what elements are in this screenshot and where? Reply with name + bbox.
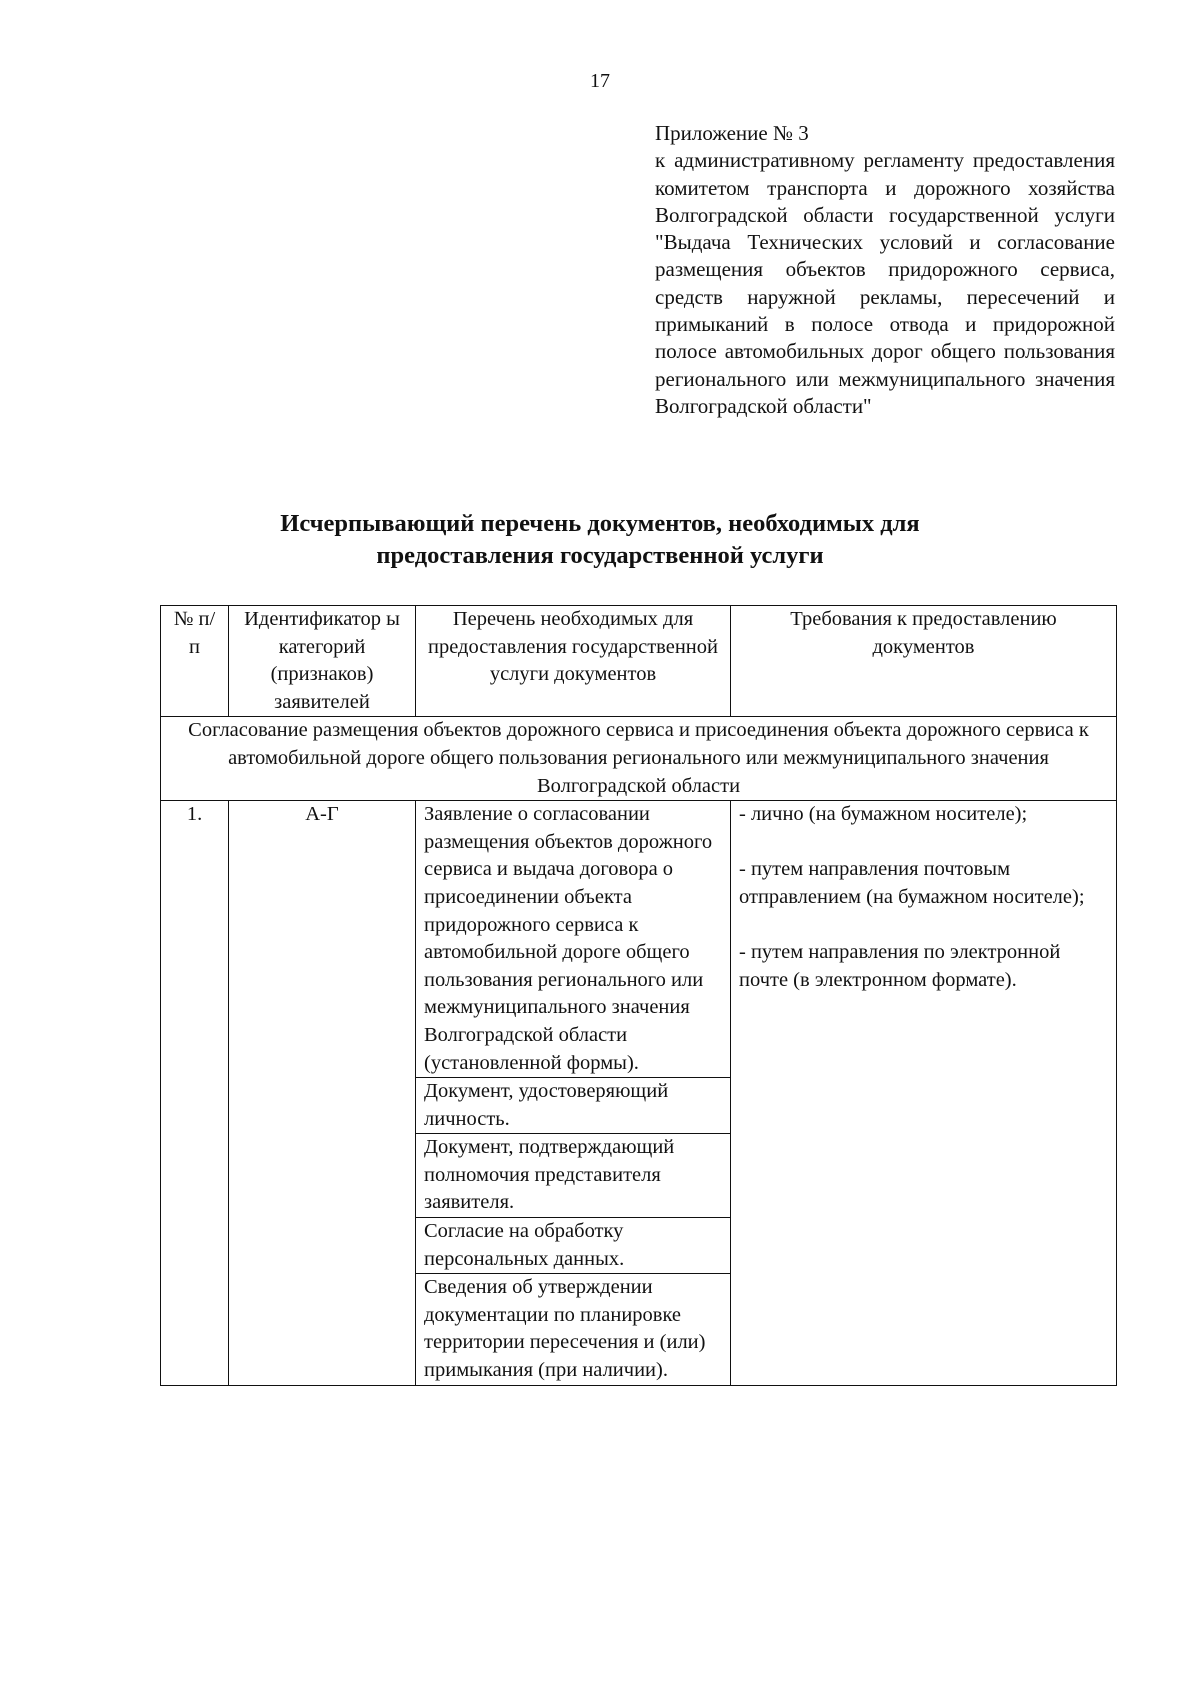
appendix-title: Приложение № 3 bbox=[655, 121, 809, 145]
document-item: Документ, удостоверяющий личность. bbox=[416, 1078, 731, 1134]
header-documents: Перечень необходимых для предоставления государственной услуги документов bbox=[416, 606, 731, 717]
header-requirements: Требования к предоставлению документов bbox=[731, 606, 1117, 717]
page-number: 17 bbox=[590, 70, 610, 92]
document-item: Заявление о согласовании размещения объектов дорожного сервиса и выдача договора о присоединении объекта придорожного сервиса к автомобильной дороге общего пользования регионального или межмуниципального значения Волгоградской области (установленной формы). bbox=[416, 801, 731, 1078]
requirement-spacer bbox=[739, 829, 1108, 857]
documents-table bbox=[160, 605, 1117, 1386]
header-number: № п/п bbox=[161, 606, 229, 717]
appendix-note bbox=[655, 120, 1115, 420]
row-category: А-Г bbox=[229, 801, 416, 1385]
table-row bbox=[161, 801, 1117, 1078]
document-title-line-2: предоставления государственной услуги bbox=[376, 542, 824, 569]
section-row bbox=[161, 717, 1117, 801]
table-header-row bbox=[161, 606, 1117, 717]
requirements-cell bbox=[731, 801, 1117, 1385]
appendix-body: к административному регламенту предоставления комитетом транспорта и дорожного хозяйства Волгоградской области государственной услуги "Выдача Технических условий и согласование размещения объектов придорожного сервиса, средств наружной рекламы, пересечений и примыканий в полосе отвода и придорожной полосе автомобильных дорог общего пользования регионального или межмуниципального значения Волгоградской области" bbox=[655, 148, 1115, 418]
document-item: Документ, подтверждающий полномочия представителя заявителя. bbox=[416, 1134, 731, 1218]
requirement-spacer bbox=[739, 912, 1108, 940]
header-category: Идентификатор ы категорий (признаков) заявителей bbox=[229, 606, 416, 717]
requirement-item: - путем направления почтовым отправлением (на бумажном носителе); bbox=[739, 858, 1085, 908]
document-title bbox=[230, 508, 970, 572]
requirement-item: - путем направления по электронной почте (в электронном формате). bbox=[739, 941, 1061, 991]
document-item: Сведения об утверждении документации по планировке территории пересечения и (или) примыкания (при наличии). bbox=[416, 1274, 731, 1385]
document-title-line-1: Исчерпывающий перечень документов, необходимых для bbox=[280, 510, 920, 537]
requirement-item: - лично (на бумажном носителе); bbox=[739, 803, 1028, 826]
row-number: 1. bbox=[161, 801, 229, 1385]
section-heading: Согласование размещения объектов дорожного сервиса и присоединения объекта дорожного сервиса к автомобильной дороге общего пользования регионального или межмуниципального значения Волгоградской области bbox=[161, 717, 1117, 801]
document-item: Согласие на обработку персональных данных. bbox=[416, 1218, 731, 1274]
